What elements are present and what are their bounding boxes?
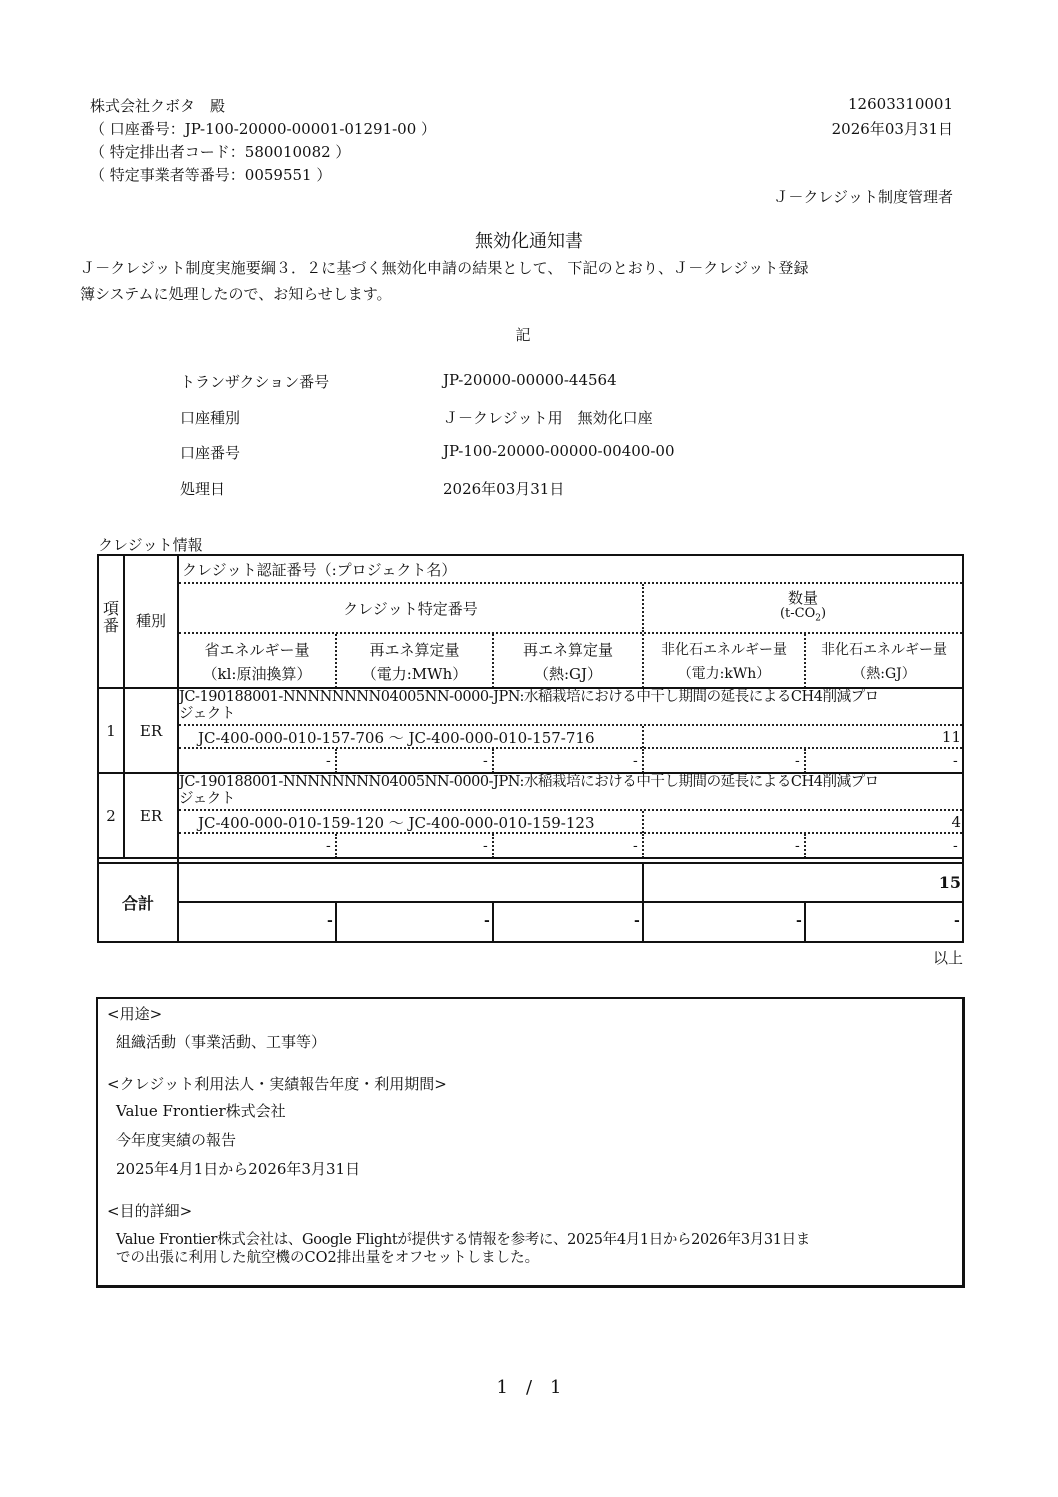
project-line1: JC-190188001-NNNNNNNN04005NN-0000-JPN:水稲栽培における中干し期間の延長によるCH4削減プロ <box>179 774 879 790</box>
row-value-nonfossil-power: - <box>795 838 800 854</box>
row-value-nonfossil-heat: - <box>953 838 958 854</box>
total-value-energy-saving: - <box>327 913 333 929</box>
subheader-renewable-heat <box>494 638 642 686</box>
header-cert-no: クレジット認証番号（:プロジェクト名） <box>182 561 457 579</box>
usage-period: 2025年4月1日から2026年3月31日 <box>116 1160 361 1178</box>
subheader-line1: 非化石エネルギー量 <box>661 642 787 658</box>
row-item-no: 1 <box>106 721 116 740</box>
unit-subscript: 2 <box>815 613 821 624</box>
account-type: Ｊ－クレジット用 無効化口座 <box>443 409 653 427</box>
intro-line-2: 簿システムに処理したので、お知らせします。 <box>80 285 392 303</box>
row-item-no: 2 <box>106 806 116 825</box>
subheader-energy-saving <box>179 638 335 686</box>
user-name: Value Frontier株式会社 <box>116 1102 286 1120</box>
row-quantity: 4 <box>951 813 961 831</box>
total-value-renewable-power: - <box>484 913 490 929</box>
issuer: Ｊ－クレジット制度管理者 <box>773 188 953 206</box>
row-range: JC-400-000-010-157-706 ～ JC-400-000-010-157-716 <box>198 729 595 747</box>
subheader-line2: （kl:原油換算） <box>202 665 312 683</box>
header-specific-no: クレジット特定番号 <box>343 599 478 618</box>
row-range: JC-400-000-010-159-120 ～ JC-400-000-010-159-123 <box>198 814 595 832</box>
emitter-code-line: （ 特定排出者コード：580010082 ） <box>90 143 351 161</box>
unit-text: (t-CO <box>779 606 816 621</box>
detail-heading: <目的詳細> <box>107 1202 193 1220</box>
subheader-line2: （熱:GJ） <box>852 666 916 682</box>
subheader-line1: 省エネルギー量 <box>204 641 310 659</box>
report-year: 今年度実績の報告 <box>116 1131 237 1149</box>
detail-label: 口座番号 <box>180 444 241 462</box>
row-value-renewable-power: - <box>483 838 488 854</box>
total-label: 合計 <box>121 894 154 913</box>
account-number-line: （ 口座番号：JP-100-20000-00001-01291-00 ） <box>90 120 437 138</box>
subheader-nonfossil-heat <box>806 638 962 686</box>
recipient: 株式会社クボタ 殿 <box>90 97 226 115</box>
total-value-nonfossil-power: - <box>796 913 802 929</box>
detail-label: 処理日 <box>180 480 226 498</box>
end-mark: 以上 <box>932 949 963 967</box>
header-quantity-unit <box>644 606 962 627</box>
row-type: ER <box>139 721 163 740</box>
row-value-energy-saving: - <box>326 753 331 769</box>
usage-heading: <用途> <box>107 1005 163 1023</box>
page-indicator: 1 / 1 <box>496 1377 562 1398</box>
header-quantity-label: 数量 <box>787 589 818 607</box>
intro-line-1: Ｊ－クレジット制度実施要綱３．２に基づく無効化申請の結果として、 下記のとおり、Ｊ－クレジット登録 <box>80 259 809 277</box>
detail-label: トランザクション番号 <box>180 373 330 391</box>
row-project <box>179 774 879 808</box>
subheader-line2: （熱:GJ） <box>533 665 603 683</box>
row-value-renewable-heat: - <box>633 838 638 854</box>
subheader-line1: 再エネ算定量 <box>522 641 613 659</box>
document-number: 12603310001 <box>848 95 953 113</box>
header-quantity <box>644 591 962 627</box>
subheader-line2: （電力:kWh） <box>677 666 771 682</box>
usage-value: 組織活動（事業活動、工事等） <box>116 1033 327 1051</box>
subheader-line2: （電力:MWh） <box>361 665 468 683</box>
transaction-number: JP-20000-00000-44564 <box>443 371 617 389</box>
subheader-renewable-power <box>337 638 492 686</box>
subheader-line1: 非化石エネルギー量 <box>821 642 947 658</box>
total-value-nonfossil-heat: - <box>954 913 960 929</box>
detail-label: 口座種別 <box>180 409 241 427</box>
ki-mark: 記 <box>515 326 531 344</box>
detail-line-2: での出張に利用した航空機のCO2排出量をオフセットしました。 <box>116 1250 540 1266</box>
row-value-renewable-heat: - <box>633 753 638 769</box>
total-quantity: 15 <box>938 873 961 892</box>
row-type: ER <box>139 806 163 825</box>
detail-line-1: Value Frontier株式会社は、Google Flightが提供する情報を参考に、2025年4月1日から2026年3月31日ま <box>116 1232 810 1248</box>
subheader-nonfossil-power <box>644 638 804 686</box>
account-number: JP-100-20000-00000-00400-00 <box>443 442 675 460</box>
row-project <box>179 689 879 723</box>
row-value-nonfossil-power: - <box>795 753 800 769</box>
header-type: 種別 <box>135 612 166 630</box>
total-value-renewable-heat: - <box>634 913 640 929</box>
row-value-energy-saving: - <box>326 838 331 854</box>
project-line2: ジェクト <box>179 706 235 722</box>
row-quantity: 11 <box>941 728 961 746</box>
row-value-renewable-power: - <box>483 753 488 769</box>
business-number-line: （ 特定事業者等番号：0059551 ） <box>90 166 332 184</box>
issue-date: 2026年03月31日 <box>831 120 953 138</box>
processing-date: 2026年03月31日 <box>443 480 565 498</box>
row-value-nonfossil-heat: - <box>953 753 958 769</box>
header-item-no-bottom: 番 <box>102 616 119 635</box>
header-item-no-top: 項 <box>102 599 119 618</box>
document-title: 無効化通知書 <box>475 231 583 252</box>
unit-close: ) <box>820 606 827 621</box>
header-item-no <box>99 600 123 634</box>
project-line1: JC-190188001-NNNNNNNN04005NN-0000-JPN:水稲栽培における中干し期間の延長によるCH4削減プロ <box>179 689 879 705</box>
subheader-line1: 再エネ算定量 <box>369 641 460 659</box>
project-line2: ジェクト <box>179 791 235 807</box>
user-heading: <クレジット利用法人・実績報告年度・利用期間> <box>107 1075 447 1093</box>
credit-section-title: クレジット情報 <box>98 536 203 554</box>
